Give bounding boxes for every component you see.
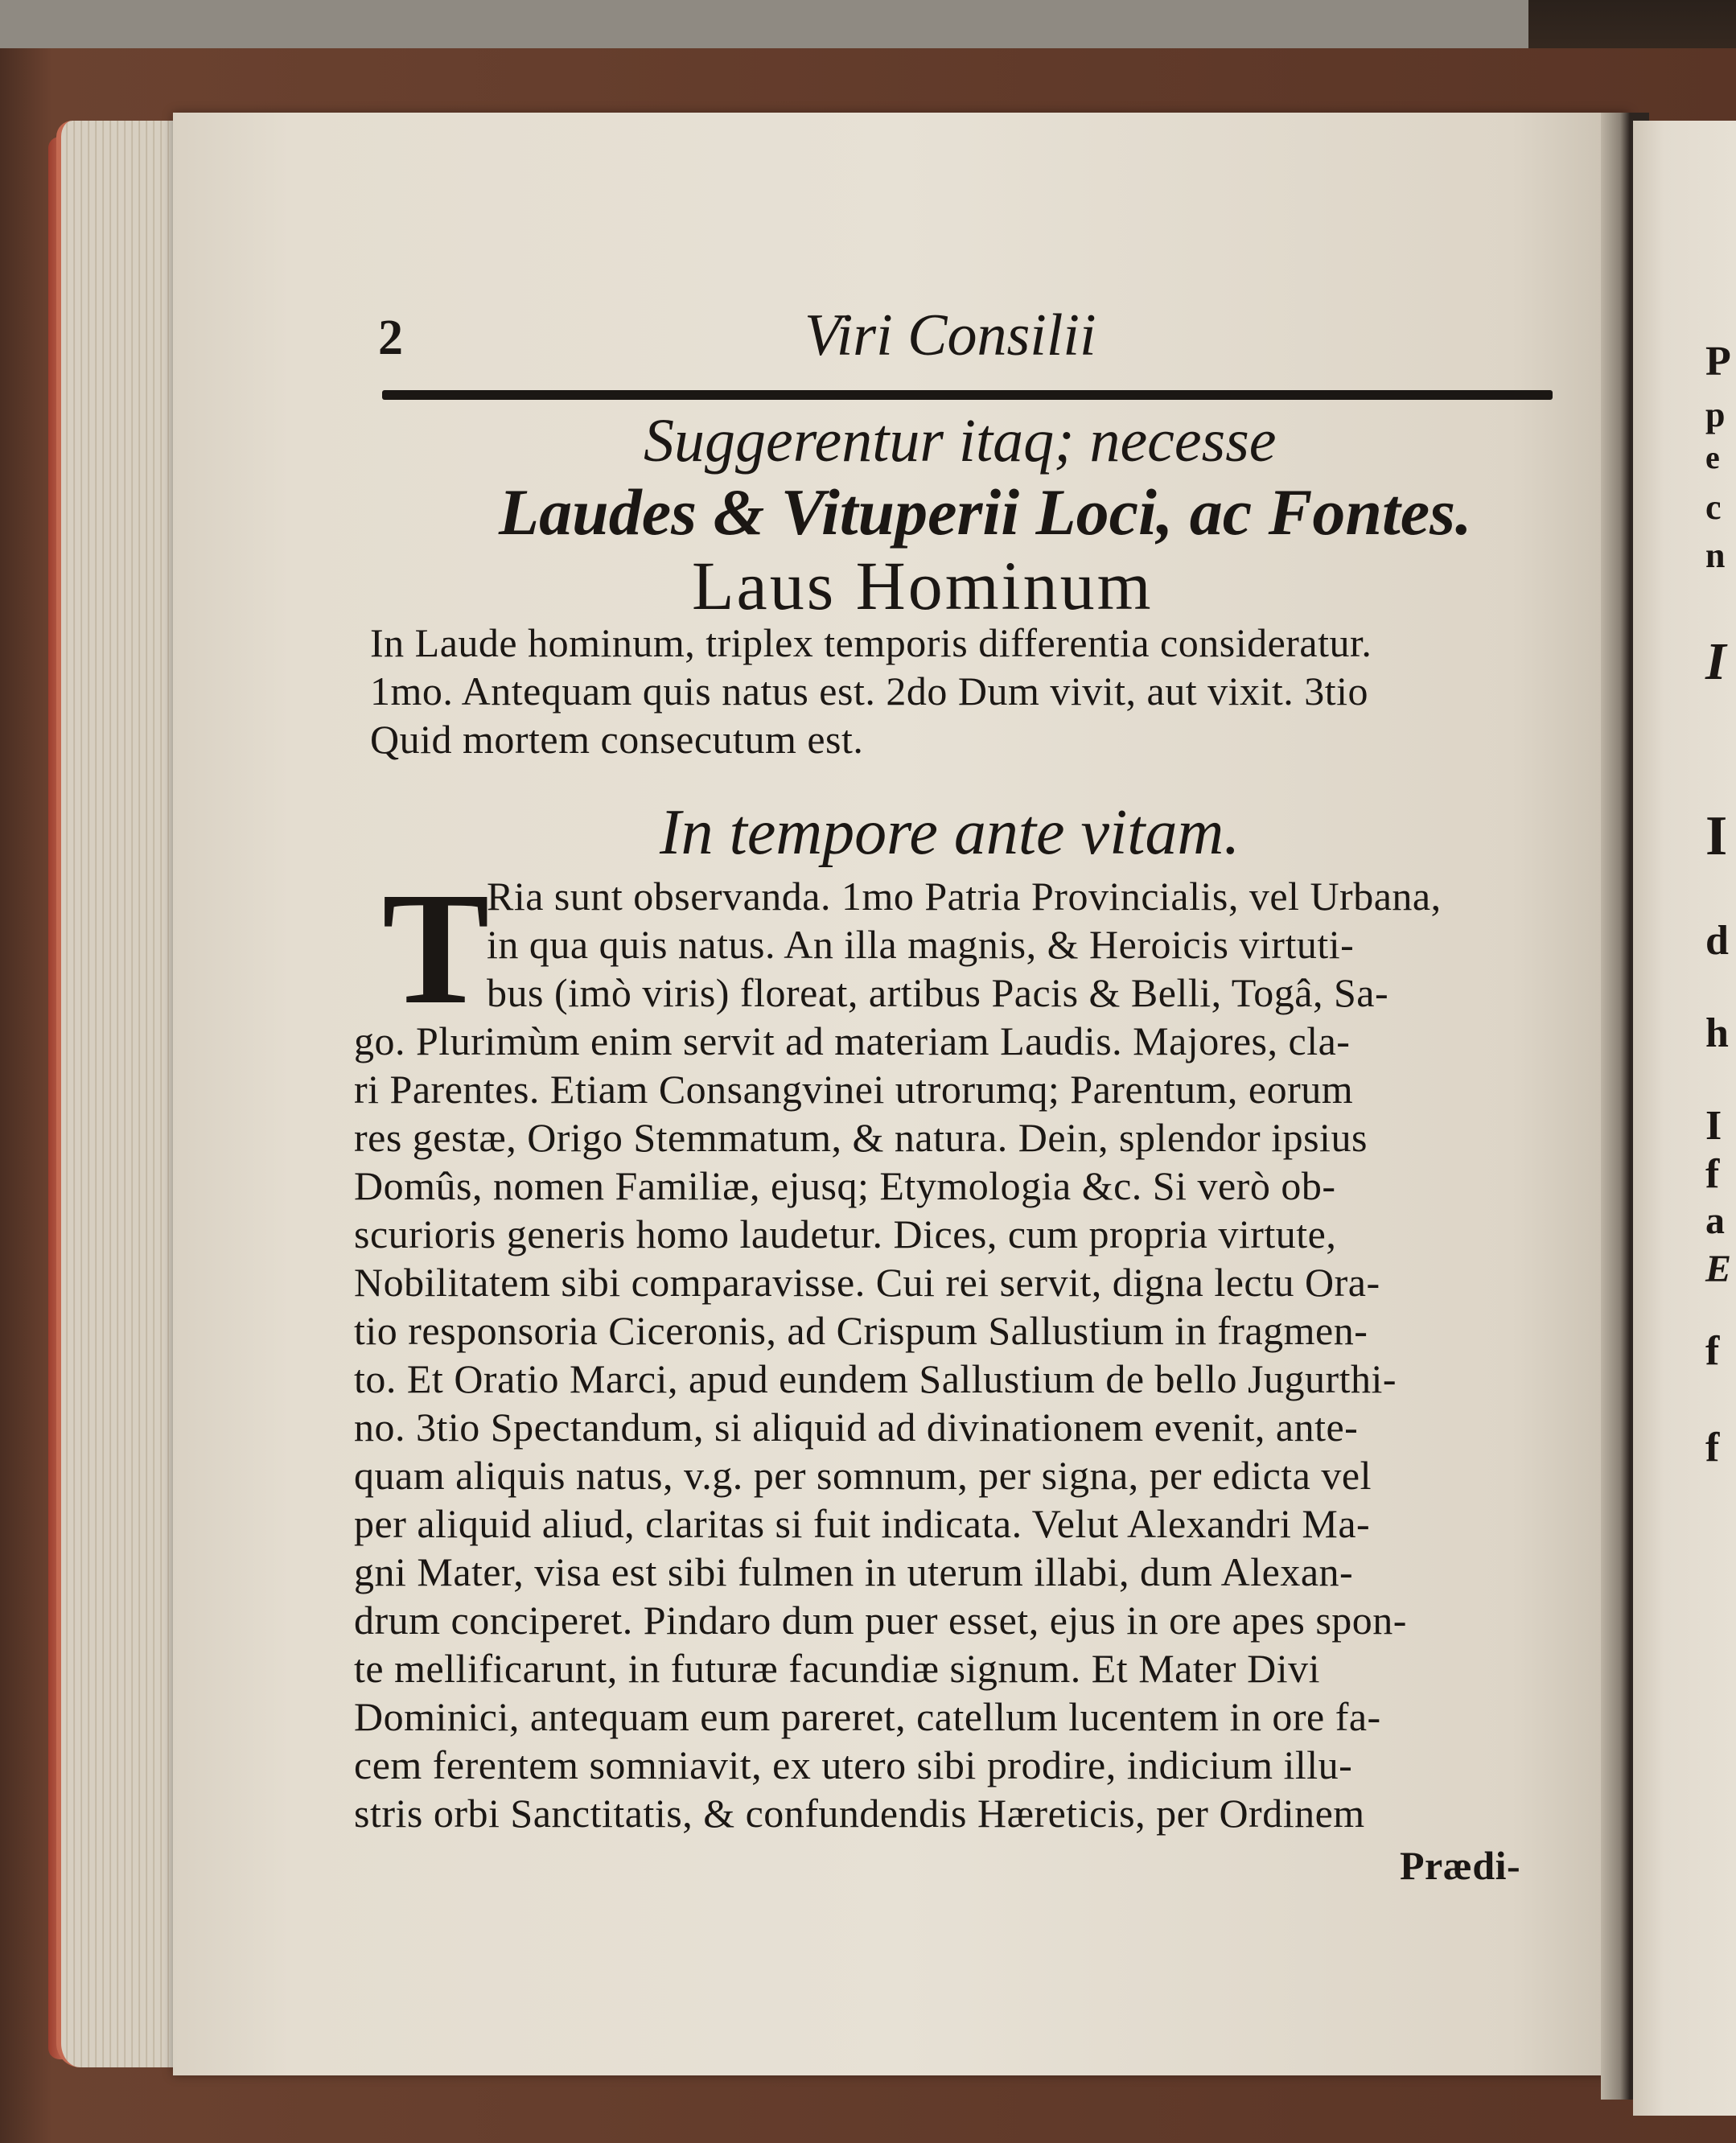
- facing-letter: a: [1705, 1199, 1725, 1242]
- body-line: per aliquid aliud, claritas si fuit indicata. Velut Alexandri Ma-: [354, 1501, 1371, 1546]
- body-line: Dominici, antequam eum pareret, catellum lucentem in ore fa-: [354, 1694, 1381, 1739]
- body-line: stris orbi Sanctitatis, & confundendis Hæreticis, per Ordinem: [354, 1791, 1365, 1836]
- body-line: no. 3tio Spectandum, si aliquid ad divinationem evenit, ante-: [354, 1405, 1359, 1450]
- facing-letter: n: [1705, 536, 1726, 575]
- facing-letter: P: [1705, 339, 1731, 385]
- facing-letter: I: [1705, 632, 1726, 691]
- facing-letter: f: [1705, 1328, 1720, 1374]
- body-line: Nobilitatem sibi comparavisse. Cui rei servit, digna lectu Ora-: [354, 1260, 1380, 1305]
- body-line: go. Plurimùm enim servit ad materiam Laudis. Majores, cla-: [354, 1018, 1351, 1063]
- stacked-page-edges: [56, 121, 190, 2067]
- intro-line: 1mo. Antequam quis natus est. 2do Dum vivit, aut vixit. 3tio: [370, 668, 1369, 714]
- running-head: Viri Consilii: [804, 302, 1096, 368]
- heading-in-tempore: In tempore ante vitam.: [660, 797, 1240, 868]
- facing-letter: I: [1705, 1103, 1722, 1149]
- page-number: 2: [378, 311, 403, 365]
- facing-letter: e: [1705, 439, 1720, 475]
- body-line: to. Et Oratio Marci, apud eundem Sallustium de bello Jugurthi-: [354, 1356, 1397, 1401]
- facing-letter: f: [1705, 1425, 1720, 1470]
- body-line: tio responsoria Ciceronis, ad Crispum Sallustium in fragmen-: [354, 1308, 1368, 1353]
- heading-laus-hominum: Laus Hominum: [692, 547, 1154, 624]
- body-line: Domûs, nomen Familiæ, ejusq; Etymologia &c. Si verò ob-: [354, 1163, 1336, 1208]
- heading-suggerentur: Suggerentur itaq; necesse: [644, 407, 1277, 475]
- body-line: Ria sunt observanda. 1mo Patria Provincialis, vel Urbana,: [487, 874, 1442, 919]
- body-line: scurioris generis homo laudetur. Dices, cum propria virtute,: [354, 1211, 1337, 1257]
- drop-cap: T: [382, 860, 490, 1038]
- facing-letter: p: [1705, 395, 1726, 434]
- body-line: drum conciperet. Pindaro dum puer esset, ejus in ore apes spon-: [354, 1598, 1407, 1643]
- facing-letter: f: [1705, 1151, 1720, 1197]
- body-line: quam aliquis natus, v.g. per somnum, per signa, per edicta vel: [354, 1453, 1372, 1498]
- body-line: res gestæ, Origo Stemmatum, & natura. Dein, splendor ipsius: [354, 1115, 1368, 1160]
- body-line: te mellificarunt, in futuræ facundiæ signum. Et Mater Divi: [354, 1646, 1320, 1691]
- facing-letter: I: [1705, 805, 1728, 867]
- heading-laudes: Laudes & Vituperii Loci, ac Fontes.: [499, 475, 1472, 549]
- body-line: in qua quis natus. An illa magnis, & Heroicis virtuti-: [487, 922, 1355, 967]
- body-line: gni Mater, visa est sibi fulmen in uterum illabi, dum Alexan-: [354, 1549, 1354, 1594]
- body-line: bus (imò viris) floreat, artibus Pacis & Belli, Togâ, Sa-: [487, 970, 1389, 1015]
- intro-line: Quid mortem consecutum est.: [370, 717, 864, 762]
- body-line: ri Parentes. Etiam Consangvinei utrorumq; Parentum, eorum: [354, 1067, 1354, 1112]
- facing-letter: d: [1705, 918, 1729, 964]
- intro-line: In Laude hominum, triplex temporis differentia consideratur.: [370, 620, 1372, 665]
- facing-letter: h: [1705, 1010, 1729, 1056]
- facing-letter: c: [1705, 487, 1722, 527]
- facing-letter: E: [1705, 1248, 1732, 1290]
- header-rule: [382, 390, 1553, 400]
- body-line: cem ferentem somniavit, ex utero sibi prodire, indicium illu-: [354, 1742, 1353, 1787]
- catchword: Prædi-: [1400, 1843, 1521, 1888]
